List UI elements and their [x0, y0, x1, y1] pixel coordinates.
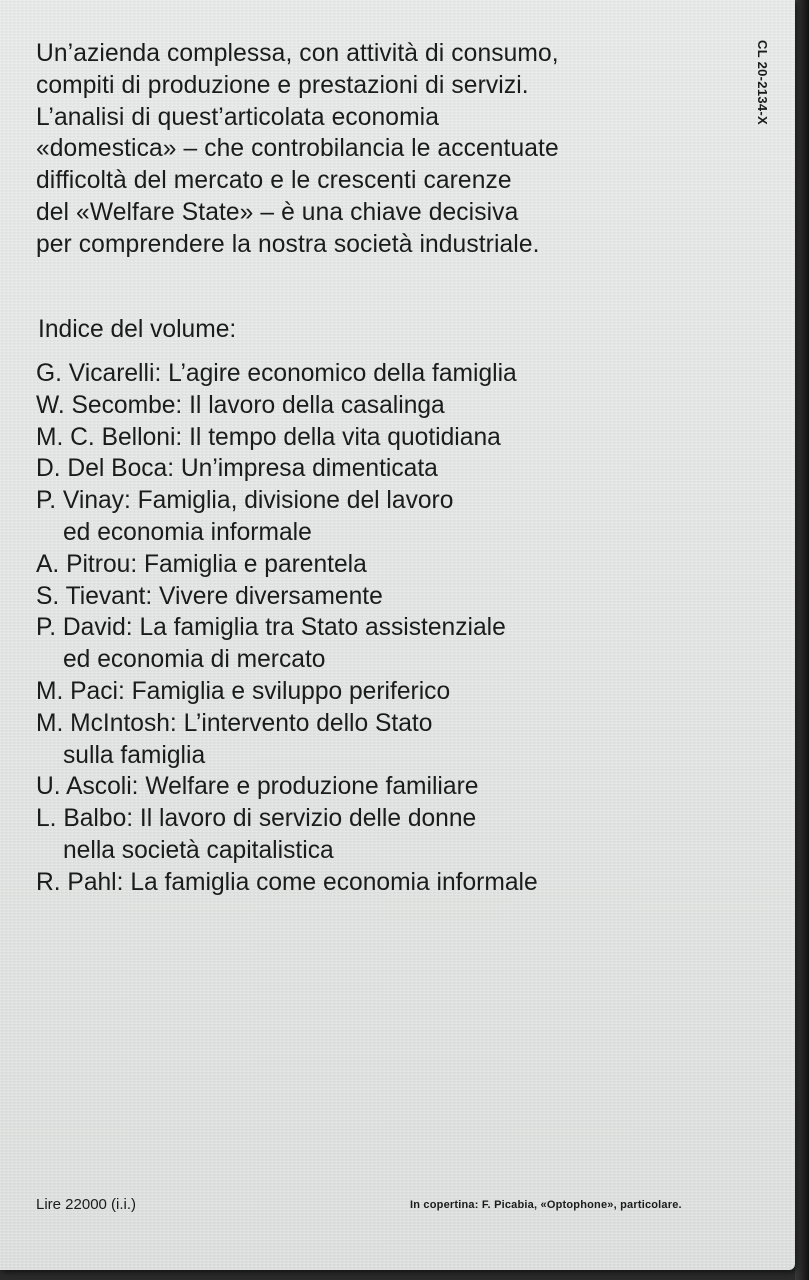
blurb-line: Un’azienda complessa, con attività di consumo, — [36, 40, 559, 67]
toc-entry-text: D. Del Boca: Un’impresa dimenticata — [36, 455, 438, 483]
toc-entry-continuation: ed economia informale — [63, 518, 312, 546]
toc-entry — [36, 422, 756, 454]
toc-entry — [36, 771, 756, 803]
toc-entry-continuation: sulla famiglia — [63, 741, 206, 769]
toc-entry-text: P. David: La famiglia tra Stato assistenziale — [36, 614, 506, 642]
blurb-line: difficoltà del mercato e le crescenti carenze — [36, 167, 512, 195]
toc-entry — [36, 581, 756, 613]
toc-entry-continuation: nella società capitalistica — [63, 836, 334, 864]
toc-entry — [36, 676, 756, 708]
toc-entry-text: M. C. Belloni: Il tempo della vita quotidiana — [36, 423, 501, 451]
index-heading: Indice del volume: — [38, 316, 237, 343]
toc-entry-text: M. Paci: Famiglia e sviluppo periferico — [36, 677, 451, 705]
toc-entry-text: P. Vinay: Famiglia, divisione del lavoro — [36, 487, 454, 515]
toc-entry-text: L. Balbo: Il lavoro di servizio delle donne — [36, 805, 477, 833]
catalog-code: CL 20-2134-X — [755, 40, 770, 126]
toc-entry — [36, 358, 756, 390]
toc-entry-text: W. Secombe: Il lavoro della casalinga — [36, 391, 445, 419]
toc-entry — [36, 867, 756, 899]
toc-entry-text: A. Pitrou: Famiglia e parentela — [36, 550, 367, 578]
toc-entry — [36, 803, 756, 867]
toc-entry — [36, 485, 756, 549]
toc-entry — [36, 549, 756, 581]
book-spine-edge — [795, 0, 809, 1280]
toc-entry — [36, 612, 756, 676]
blurb-line: del «Welfare State» – è una chiave decisiva — [36, 198, 519, 226]
toc-entry — [36, 390, 756, 422]
blurb-line: L’analisi di quest’articolata economia — [36, 103, 440, 131]
blurb-line: «domestica» – che controbilancia le accentuate — [36, 135, 559, 163]
toc-entry-continuation: ed economia di mercato — [63, 646, 326, 674]
toc-entry-text: R. Pahl: La famiglia come economia informale — [36, 868, 538, 896]
toc-entry-text: M. McIntosh: L’intervento dello Stato — [36, 709, 433, 737]
blurb-line: per comprendere la nostra società industriale. — [36, 230, 540, 258]
cover-credit: In copertina: F. Picabia, «Optophone», particolare. — [410, 1199, 682, 1211]
toc-entry — [36, 453, 756, 485]
toc-entry — [36, 708, 756, 772]
toc-entry-text: G. Vicarelli: L’agire economico della famiglia — [36, 360, 517, 387]
table-of-contents — [36, 358, 756, 899]
price-label: Lire 22000 (i.i.) — [36, 1196, 137, 1213]
cover-blurb — [36, 38, 748, 261]
toc-entry-text: S. Tievant: Vivere diversamente — [36, 582, 383, 610]
blurb-line: compiti di produzione e prestazioni di servizi. — [36, 71, 529, 99]
toc-entry-text: U. Ascoli: Welfare e produzione familiare — [36, 773, 479, 801]
